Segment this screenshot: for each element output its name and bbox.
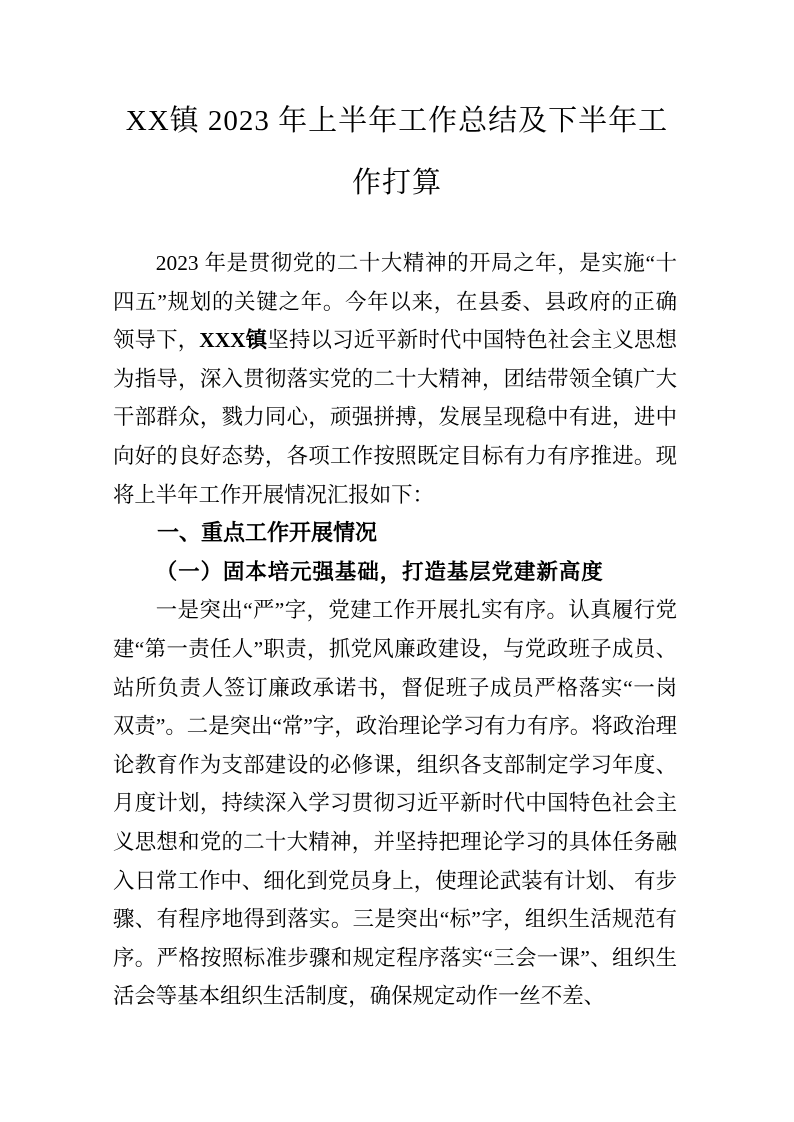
text-run: 一是突出“严”字，党建工作开展扎实有序。认真履行党建“第一责任人”职责，抓党风廉政建设，与党政班子成员、站所负责人签订廉政承诺书，督促班子成员严格落实“一岗双责”。二是突出“常”字，政治理论学习有力有序。将政治理论教育作为支部建设的必修课，组织各支部制定学习年度、月度计划，持续深入学习贯彻习近平新时代中国特色社会主义思想和党的二十大精神，并坚持把理论学习的具体任务融入日常工作中、细化到党员身上，使理论武装有计划、 有步骤、有程序地得到落实。三是突出“标”字，组织生活规范有序。严格按照标准步骤和规定程序落实“三会一课”、组织生活会等基本组织生活制度，确保规定动作一丝不差、 [113, 598, 677, 1009]
bold-text-run: （一）固本培元强基础，打造基层党建新高度 [155, 559, 604, 584]
document-body [113, 244, 677, 1016]
document-title-line-2: 作打算 [351, 167, 442, 199]
section-heading-key-work [113, 514, 677, 553]
body-paragraph-party-building [113, 591, 677, 1016]
text-run: 2023 年是贯彻党的二十大精神的开局之年，是实施“十四五”规划的关键之年。今年以来，在县委、县政府的正确领导下， [113, 251, 677, 353]
document-title [0, 0, 794, 214]
subsection-heading-party-building [113, 553, 677, 592]
bold-text-run: 一、重点工作开展情况 [157, 520, 378, 546]
intro-paragraph [113, 244, 677, 514]
bold-text-run: XXX镇 [199, 328, 268, 353]
document-title-line-1: XX镇 2023 年上半年工作总结及下半年工 [125, 105, 669, 137]
text-run: 坚持以习近平新时代中国特色社会主义思想为指导，深入贯彻落实党的二十大精神，团结带领全镇广大干部群众，戮力同心，顽强拼搏，发展呈现稳中有进，进中向好的良好态势，各项工作按照既定目标有力有序推进。现将上半年工作开展情况汇报如下： [113, 328, 677, 507]
